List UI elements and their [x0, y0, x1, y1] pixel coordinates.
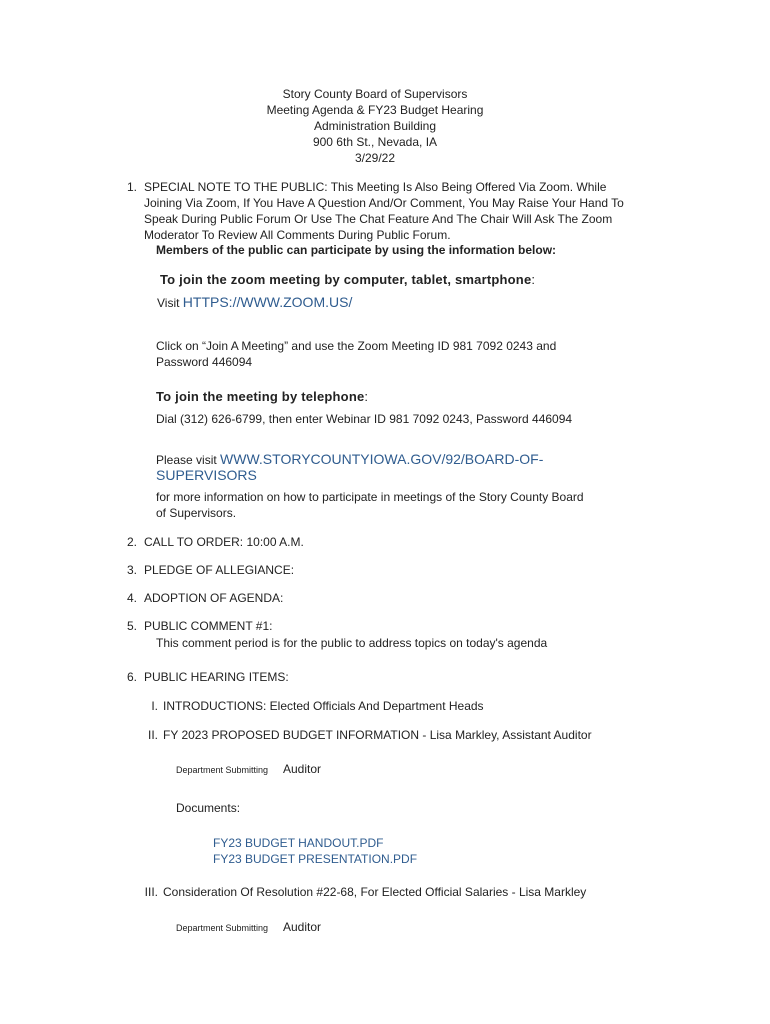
phone-heading-colon: :	[364, 389, 369, 404]
department-submitting-value: Auditor	[283, 762, 322, 776]
sub-item-3-numeral: III.	[144, 885, 158, 899]
more-info-line: for more information on how to participate in meetings of the Story County Board	[156, 490, 584, 504]
department-submitting-label: Department Submitting	[176, 923, 269, 933]
header-building: Administration Building	[313, 119, 437, 133]
story-county-link[interactable]: WWW.STORYCOUNTYIOWA.GOV/92/BOARD-OF-	[220, 451, 544, 467]
visit-label: Visit	[157, 296, 180, 310]
sub-item-2-numeral: II.	[147, 728, 158, 742]
members-note: Members of the public can participate by using the information below:	[156, 243, 557, 257]
zoom-heading-text: To join the zoom meeting by computer, tablet, smartphone	[160, 272, 532, 287]
item-1-text-line: Speak During Public Forum Or Use The Chat Feature And The Chair Will Ask The Zoom	[144, 212, 613, 226]
department-submitting-label: Department Submitting	[176, 765, 269, 775]
department-submitting-value: Auditor	[283, 920, 322, 934]
documents-label: Documents:	[176, 801, 241, 815]
zoom-visit-line	[157, 294, 352, 311]
phone-heading-text: To join the meeting by telephone	[156, 389, 365, 404]
item-1-number: 1.	[126, 180, 137, 194]
zoom-link[interactable]: HTTPS://WWW.ZOOM.US/	[182, 294, 353, 310]
header-title: Story County Board of Supervisors	[282, 87, 468, 101]
document-link-budget-handout[interactable]: FY23 BUDGET HANDOUT.PDF	[213, 836, 384, 850]
item-4-text: ADOPTION OF AGENDA:	[144, 591, 284, 605]
header-address: 900 6th St., Nevada, IA	[312, 135, 438, 149]
item-5-number: 5.	[126, 619, 137, 633]
more-info-line: of Supervisors.	[156, 506, 237, 520]
phone-dial-instructions: Dial (312) 626-6799, then enter Webinar ID 981 7092 0243, Password 446094	[156, 412, 573, 426]
item-6-text: PUBLIC HEARING ITEMS:	[144, 670, 289, 684]
header-subtitle: Meeting Agenda & FY23 Budget Hearing	[266, 103, 484, 117]
item-2-text: CALL TO ORDER: 10:00 A.M.	[144, 535, 304, 549]
sub-item-1-text: INTRODUCTIONS: Elected Officials And Department Heads	[163, 699, 484, 713]
zoom-heading-colon: :	[531, 272, 536, 287]
item-1-text-line: SPECIAL NOTE TO THE PUBLIC: This Meeting Is Also Being Offered Via Zoom. While	[144, 180, 607, 194]
zoom-heading	[160, 272, 535, 288]
item-1-text-line: Moderator To Review All Comments During Public Forum.	[144, 228, 451, 242]
item-3-text: PLEDGE OF ALLEGIANCE:	[144, 563, 295, 577]
zoom-instructions-line: Password 446094	[156, 355, 253, 369]
zoom-instructions-line: Click on “Join A Meeting” and use the Zoom Meeting ID 981 7092 0243 and	[156, 339, 557, 353]
item-2-number: 2.	[126, 535, 137, 549]
sub-item-2-text: FY 2023 PROPOSED BUDGET INFORMATION - Lisa Markley, Assistant Auditor	[163, 728, 592, 742]
please-visit-label: Please visit	[156, 453, 217, 467]
sub-item-1-numeral: I.	[151, 699, 158, 713]
item-5-note: This comment period is for the public to address topics on today's agenda	[156, 636, 548, 650]
story-county-link-continued[interactable]: SUPERVISORS	[156, 467, 257, 483]
agenda-header	[0, 86, 750, 166]
header-date: 3/29/22	[354, 151, 396, 165]
item-6-number: 6.	[126, 670, 137, 684]
item-4-number: 4.	[126, 591, 137, 605]
item-5-text: PUBLIC COMMENT #1:	[144, 619, 273, 633]
document-link-budget-presentation[interactable]: FY23 BUDGET PRESENTATION.PDF	[213, 852, 418, 866]
sub-item-3-text: Consideration Of Resolution #22-68, For Elected Official Salaries - Lisa Markley	[163, 885, 587, 899]
item-1-text-line: Joining Via Zoom, If You Have A Question And/Or Comment, You May Raise Your Hand To	[144, 196, 624, 210]
item-3-number: 3.	[126, 563, 137, 577]
story-county-visit-line	[156, 451, 543, 468]
phone-heading	[156, 389, 368, 405]
